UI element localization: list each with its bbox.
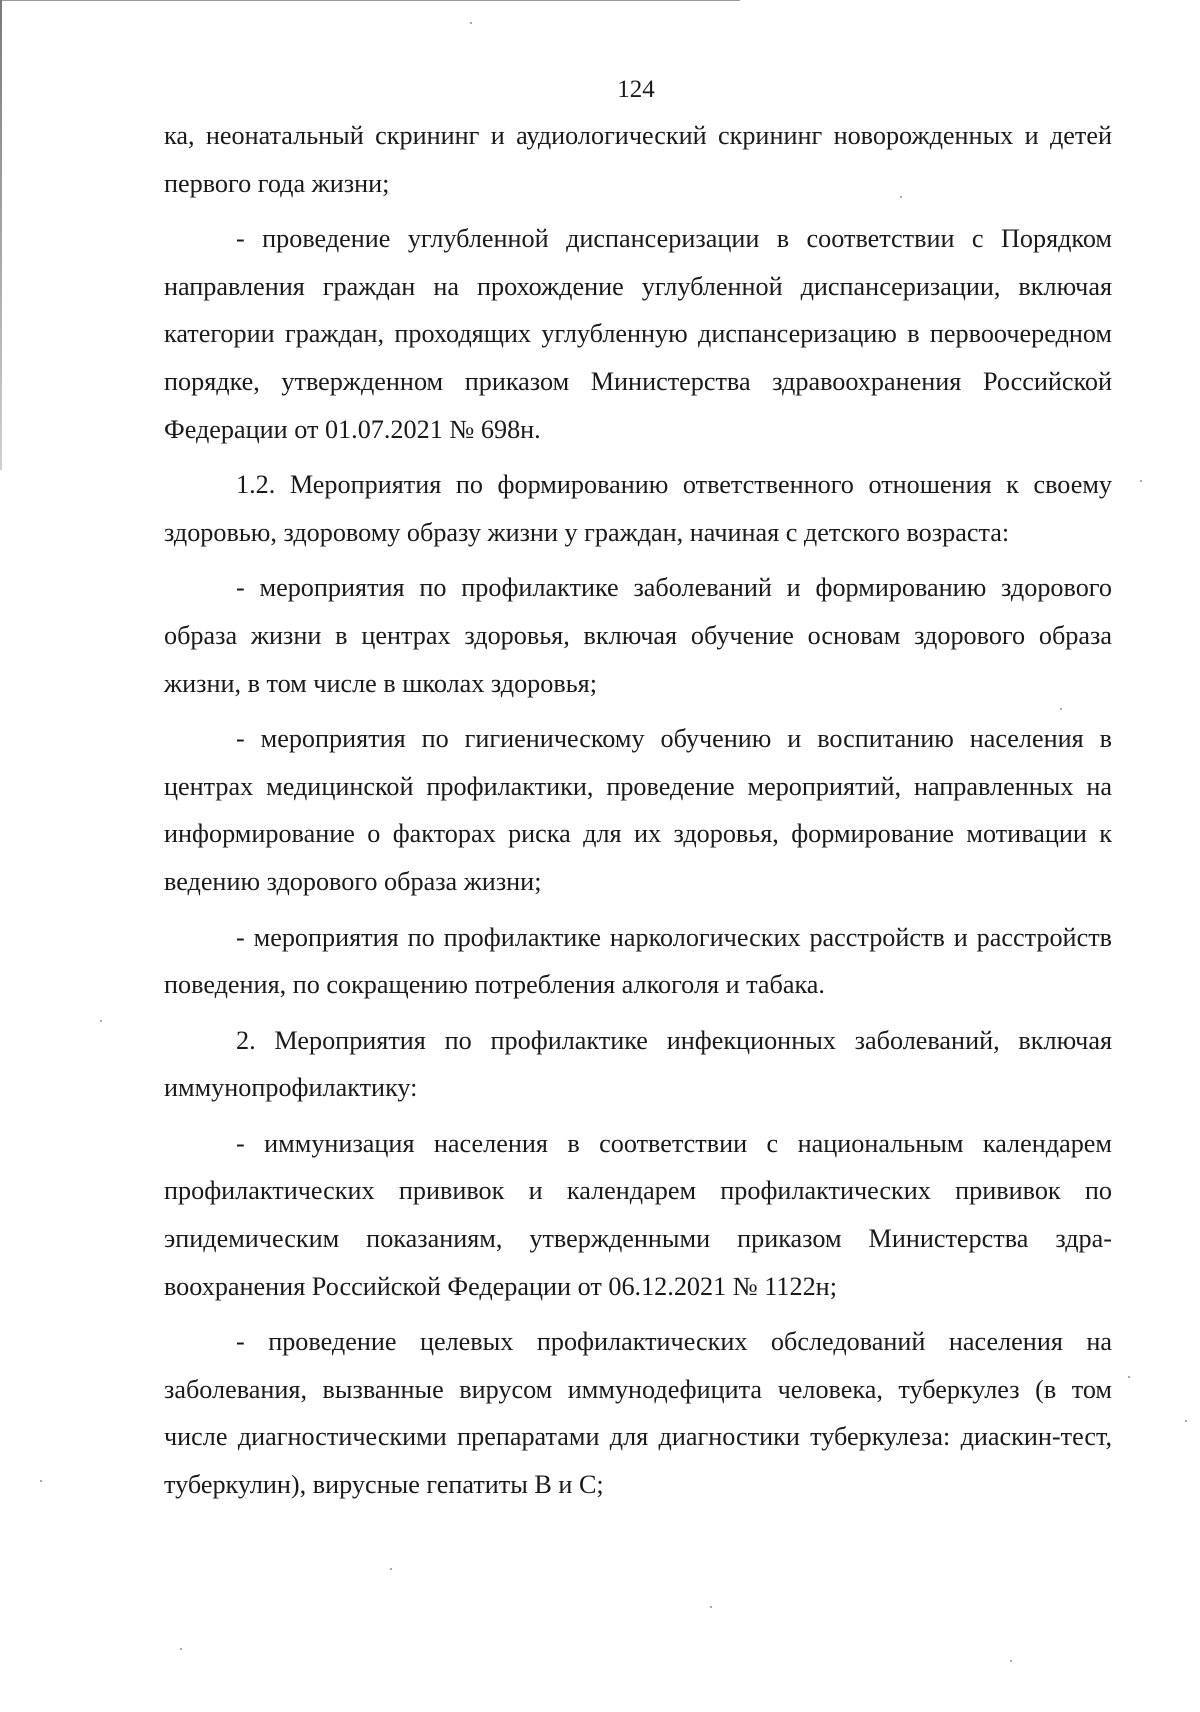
scan-speck — [900, 196, 902, 198]
scan-speck — [1060, 708, 1062, 710]
paragraph-immunization: - иммунизация населения в соответствии с национальным календарем профилактических прививок и календарем профилактических прививок по эпидемическим показаниям, утвержденными приказом Министерства здравоохранения Российской Федерации от 06.12.2021 № 1122н; — [164, 1128, 1112, 1301]
scan-speck — [1128, 1376, 1130, 1378]
scan-speck — [1010, 1660, 1012, 1662]
scan-speck — [40, 1480, 42, 1482]
paragraph-continuation: ка, неонатальный скрининг и аудиологический скрининг новорожденных и детей первого года жизни; — [164, 121, 1112, 198]
scan-speck — [1185, 1420, 1187, 1422]
document-body — [164, 112, 1112, 1509]
scan-speck — [100, 1020, 102, 1022]
scan-speck — [470, 22, 472, 24]
scan-speck — [390, 1568, 392, 1570]
scan-speck — [1140, 480, 1142, 482]
paragraph-section-2: 2. Мероприятия по профилактике инфекционных заболеваний, включая иммунопрофилактику: — [164, 1025, 1112, 1103]
paragraph-targeted-screening: - проведение целевых профилактических обследований населения на заболевания, вызванные вирусом иммунодефицита человека, туберкулез (в том числе диагностическими препаратами для диагностики туберкулеза: диаскин-тест, туберкулин), вирусные гепатиты В и С; — [164, 1327, 1112, 1500]
scan-speck — [180, 1648, 182, 1650]
paragraph-hygiene-education: - мероприятия по гигиеническому обучению и воспитанию населения в центрах медицинской профилактики, проведение мероприятий, направленных на информирование о факторах риска для их здоровья, формирование мотивации к ведению здорового образа жизни; — [164, 724, 1112, 896]
paragraph-section-1-2: 1.2. Мероприятия по формированию ответственного отношения к своему здоровью, здоровому образу жизни у граждан, начиная с детского возраста: — [164, 470, 1112, 547]
scan-speck — [710, 1606, 712, 1608]
page-number: 124 — [617, 76, 655, 103]
paragraph-in-depth-checkup: - проведение углубленной диспансеризации в соответствии с Порядком направления граждан на прохождение углубленной диспансеризации, включая категории граждан, проходящих углубленную диспансеризацию в первоочередном порядке, утвержденном приказом Министерства здравоохранения Российской Федерации от 01.07.2021 № 698н. — [164, 224, 1112, 444]
paragraph-narcology: - мероприятия по профилактике наркологических расстройств и расстройств поведения, по сокращению потребления алкоголя и табака. — [164, 922, 1112, 1000]
scan-top-edge — [0, 0, 740, 1]
paragraph-health-centers: - мероприятия по профилактике заболеваний и формированию здорового образа жизни в центрах здоровья, включая обучение основам здорового образа жизни, в том числе в школах здоровья; — [164, 573, 1112, 698]
